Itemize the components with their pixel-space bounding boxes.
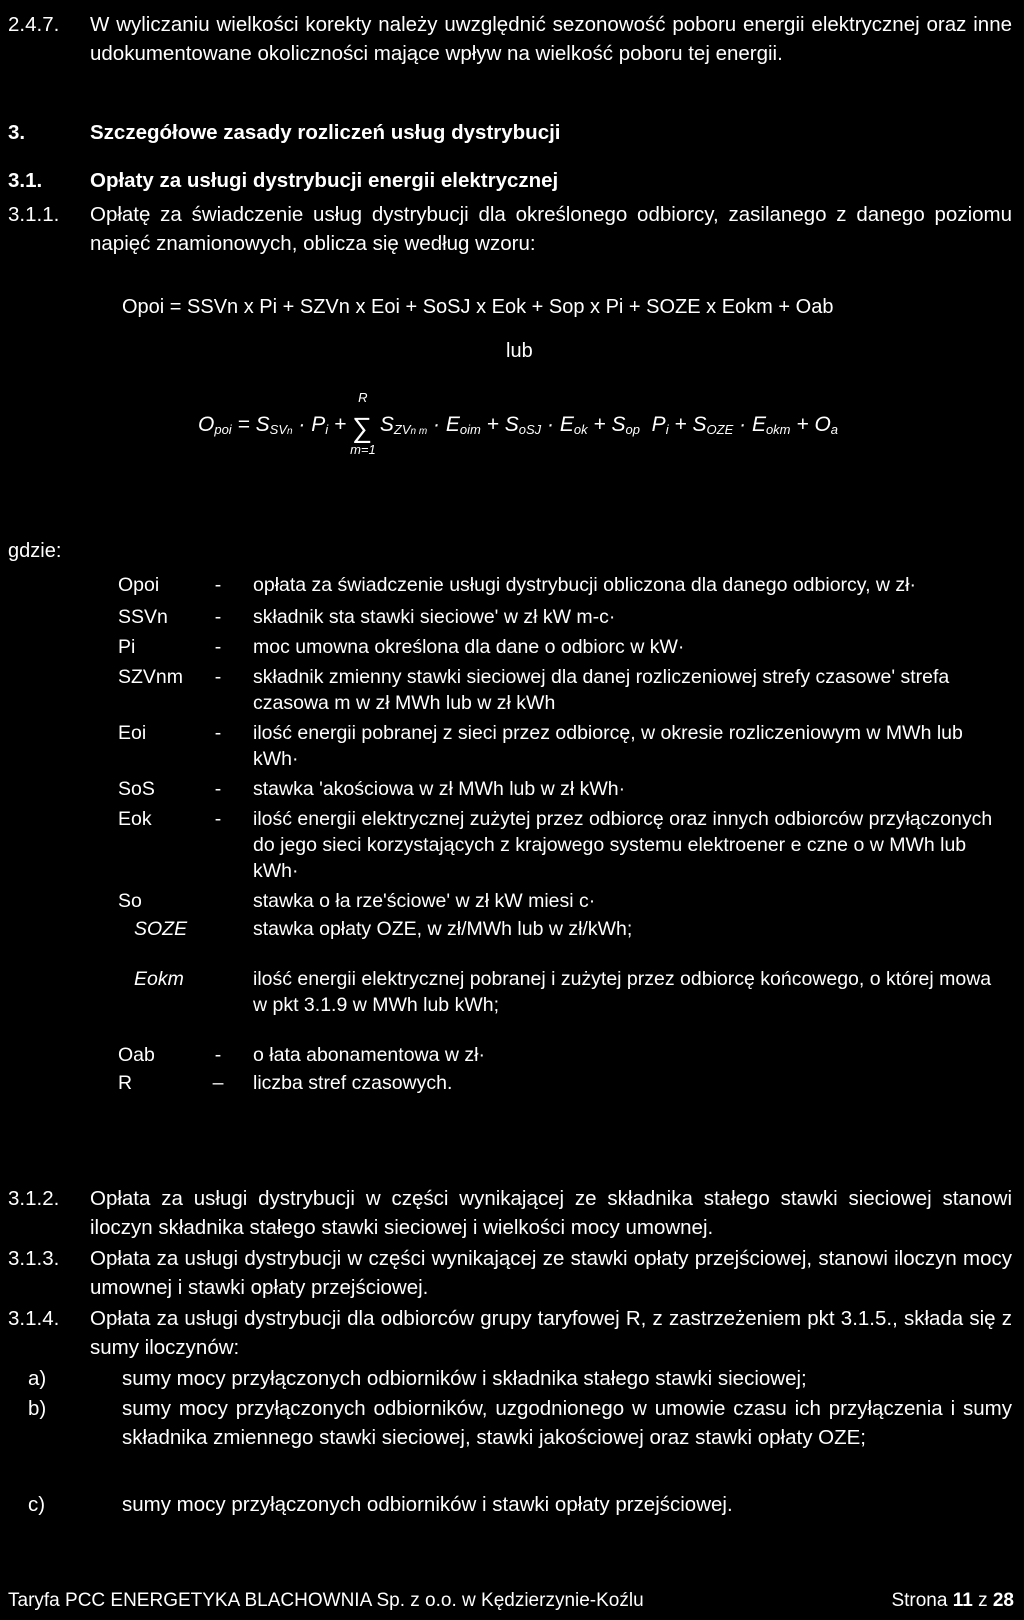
list-text: sumy mocy przyłączonych odbiorników i składnika stałego stawki sieciowej; <box>122 1367 807 1390</box>
definition-description: ilość energii pobranej z sieci przez odbiorcę, w okresie rozliczeniowym w MWh lub kWh· <box>253 722 963 770</box>
definition-item <box>118 720 1008 772</box>
definition-dash: – <box>212 1072 224 1094</box>
section-title: Opłaty za usługi dystrybucji energii elektrycznej <box>90 169 559 192</box>
definition-dash: - <box>214 722 222 744</box>
definition-description: moc umowna określona dla dane o odbiorc w kW· <box>253 636 685 658</box>
definitions-list <box>118 572 1008 1096</box>
section-number: 3.1. <box>8 169 43 192</box>
definition-item <box>118 966 1008 1018</box>
definition-description: stawka o ła rze'ściowe' w zł kW miesi c· <box>253 890 596 912</box>
paragraph-number: 3.1.3. <box>8 1247 60 1270</box>
definition-item <box>118 776 1008 802</box>
definition-description: składnik zmienny stawki sieciowej dla danej rozliczeniowej strefy czasowe' strefa czasowa m w zł MWh lub w zł kWh <box>253 666 950 714</box>
paragraph-text: Opłata za usługi dystrybucji w części wynikającej ze stawki opłaty przejściowej, stanowi iloczyn mocy umownej i stawki opłaty przejściowej. <box>90 1247 1012 1299</box>
definition-symbol: Opoi <box>118 574 160 596</box>
paragraph-text: Opłata za usługi dystrybucji dla odbiorców grupy taryfowej R, z zastrzeżeniem pkt 3.1.5., składa się z sumy iloczynów: <box>90 1307 1012 1359</box>
formula-lhs: O <box>198 413 215 436</box>
formula-sum: $O_{poi} = S_{SVn} \cdot P_i$ + ∑ R m=1 $S_{ZVn m} \cdot E_{oim} + S_{oSJ} \cdot E_{ok} + S_{op}$ $P_i + S_{OZE} \cdot E_{okm} + O_a$ <box>198 390 839 457</box>
definition-symbol: Eokm <box>134 968 184 990</box>
definition-item <box>118 806 1008 884</box>
total-pages: 28 <box>992 1590 1014 1611</box>
page-separator: z <box>978 1590 988 1611</box>
definition-symbol: R <box>118 1072 133 1094</box>
list-marker: a) <box>28 1367 47 1390</box>
list-marker: c) <box>28 1493 46 1516</box>
definition-item <box>118 1070 1008 1096</box>
where-label: gdzie: <box>8 540 62 562</box>
page-number <box>891 1590 1014 1612</box>
definition-item <box>118 664 1008 716</box>
formula-linear: Opoi = SSVn x Pi + SZVn x Eoi + SoSJ x Eok + Sop x Pi + SOZE x Eokm + Oab <box>122 296 834 318</box>
definition-symbol: Pi <box>118 636 136 658</box>
page-label: Strona <box>891 1590 948 1611</box>
formula-separator: lub <box>506 340 533 362</box>
definition-dash: - <box>214 778 222 800</box>
definition-symbol: SZVnm <box>118 666 184 688</box>
definition-symbol: SoS <box>118 778 155 800</box>
paragraph-text: Opłata za usługi dystrybucji w części wynikającej ze składnika stałego stawki sieciowej stanowi iloczyn składnika stałego stawki sieciowej i wielkości mocy umownej. <box>90 1187 1012 1239</box>
paragraph-text: W wyliczaniu wielkości korekty należy uwzględnić sezonowość poboru energii elektrycznej oraz inne udokumentowane okoliczności mające wpływ na wielkość poboru tej energii. <box>90 13 1012 65</box>
definition-dash: - <box>214 666 222 688</box>
current-page: 11 <box>952 1590 973 1611</box>
definition-item <box>118 604 1008 630</box>
footer-title: Taryfa PCC ENERGETYKA BLACHOWNIA Sp. z o.o. w Kędzierzynie-Koźlu <box>8 1590 644 1611</box>
section-number: 3. <box>8 121 26 144</box>
definition-symbol: Oab <box>118 1044 155 1066</box>
definition-item <box>118 1042 1008 1068</box>
definition-dash: - <box>214 1044 222 1066</box>
definition-dash: - <box>214 808 222 830</box>
definition-dash: - <box>214 606 222 628</box>
definition-symbol: SOZE <box>134 918 188 940</box>
paragraph-number: 3.1.4. <box>8 1307 60 1330</box>
page-footer <box>8 1590 1014 1612</box>
paragraph-number: 2.4.7. <box>8 13 60 36</box>
definition-description: stawka opłaty OZE, w zł/MWh lub w zł/kWh; <box>253 918 633 940</box>
definition-description: stawka 'akościowa w zł MWh lub w zł kWh· <box>253 778 626 800</box>
list-marker: b) <box>28 1397 47 1420</box>
definition-item <box>118 916 1008 942</box>
paragraph-number: 3.1.2. <box>8 1187 60 1210</box>
section-title: Szczegółowe zasady rozliczeń usług dystrybucji <box>90 121 561 144</box>
paragraph-text: Opłatę za świadczenie usług dystrybucji dla określonego odbiorcy, zasilanego z danego poziomu napięć znamionowych, oblicza się według wzoru: <box>90 203 1012 255</box>
definition-description: ilość energii elektrycznej pobranej i zużytej przez odbiorcę końcowego, o której mowa w pkt 3.1.9 w MWh lub kWh; <box>253 968 992 1016</box>
list-text: sumy mocy przyłączonych odbiorników i stawki opłaty przejściowej. <box>122 1493 733 1516</box>
definition-description: ilość energii elektrycznej zużytej przez odbiorcę oraz innych odbiorców przyłączonych do jego sieci korzystających z krajowego systemu elektroener e czne o w MWh lub kWh· <box>253 808 993 882</box>
definition-symbol: Eoi <box>118 722 147 744</box>
sum-upper-limit: R <box>358 390 368 405</box>
definition-dash: - <box>214 574 222 596</box>
definition-item <box>118 634 1008 660</box>
sum-lower-limit: m=1 <box>350 442 376 457</box>
definition-symbol: Eok <box>118 808 152 830</box>
list-text: sumy mocy przyłączonych odbiorników, uzgodnionego w umowie czasu ich przyłączenia i sumy składnika zmiennego stawki sieciowej, stawki jakościowej oraz stawki opłaty OZE; <box>122 1397 1012 1449</box>
definition-symbol: So <box>118 890 142 912</box>
paragraph-number: 3.1.1. <box>8 203 60 226</box>
definition-item <box>118 888 1008 914</box>
definition-description: składnik sta stawki sieciowe' w zł kW m-c· <box>253 606 616 628</box>
definition-description: liczba stref czasowych. <box>253 1072 453 1094</box>
definition-symbol: SSVn <box>118 606 168 628</box>
definition-dash: - <box>214 636 222 658</box>
definition-item <box>118 572 1008 598</box>
definition-description: opłata za świadczenie usługi dystrybucji obliczona dla danego odbiorcy, w zł· <box>253 574 916 596</box>
definition-description: o łata abonamentowa w zł· <box>253 1044 485 1066</box>
